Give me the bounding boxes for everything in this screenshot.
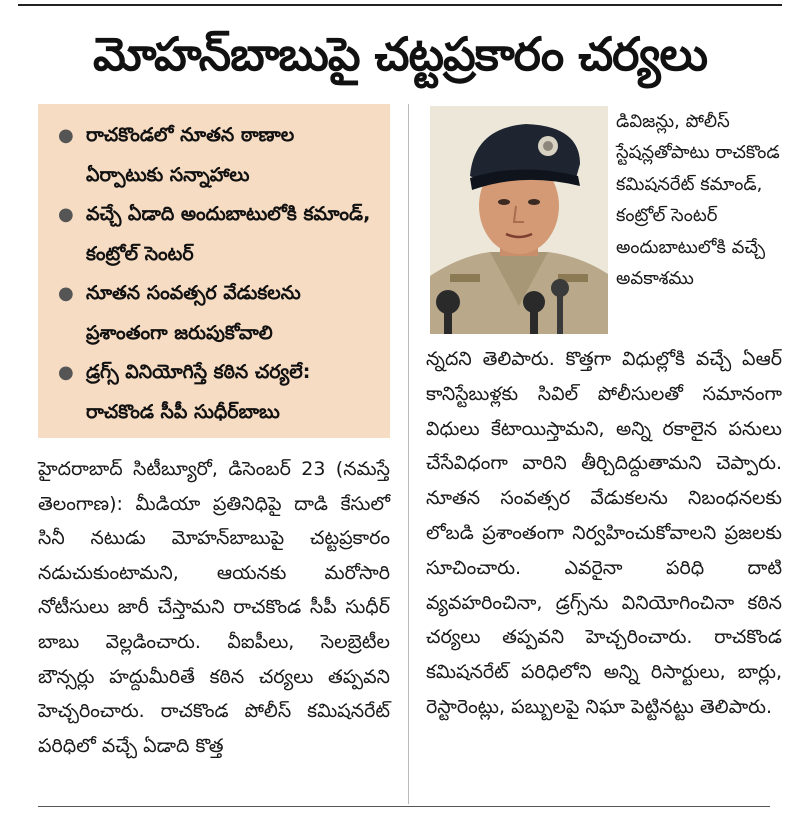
bullet-icon: ●: [58, 362, 74, 383]
bottom-rule: [38, 806, 770, 807]
column-divider: [408, 104, 409, 804]
bullet-icon: ●: [58, 204, 74, 225]
highlight-item: [52, 274, 376, 353]
officer-portrait-image: [430, 106, 608, 334]
highlight-item: [52, 353, 376, 432]
highlight-text: వచ్చే ఏడాది అందుబాటులోకి కమాండ్, కంట్రోల్ సెంటర్: [86, 203, 371, 265]
highlights-list: [52, 116, 376, 432]
highlight-text: డ్రగ్స్ వినియోగిస్తే కఠిన చర్యలే: రాచకొండ సీపీ సుధీర్‌బాబు: [86, 361, 311, 423]
headline: మోహన్‌బాబుపై చట్టప్రకారం చర్యలు: [92, 27, 708, 81]
officer-photo: [430, 106, 608, 334]
top-rule: [18, 4, 782, 6]
bullet-icon: ●: [58, 125, 74, 146]
highlights-box: [38, 104, 390, 438]
bullet-icon: ●: [58, 283, 74, 304]
article-body-right-top: డివిజన్లు, పోలీస్ స్టేషన్లతోపాటు రాచకొండ కమిషనరేట్ కమాండ్, కంట్రోల్ సెంటర్ అందుబాటులోకి వచ్చే అవకాశము: [616, 111, 780, 290]
highlight-item: [52, 195, 376, 274]
highlight-text: నూతన సంవత్సర వేడుకలను ప్రశాంతంగా జరుపుకోవాలి: [86, 282, 301, 344]
highlight-item: [52, 116, 376, 195]
highlight-text: రాచకొండలో నూతన ఠాణాల ఏర్పాటుకు సన్నాహాలు: [86, 124, 295, 186]
article-body-right-bottom: న్నదని తెలిపారు. కొత్తగా విధుల్లోకి వచ్చే ఏఆర్ కానిస్టేబుళ్లకు సివిల్ పోలీసులతో సమానంగా విధులు కేటాయిస్తామని, అన్ని రకాలైన పనులు చేసేవిధంగా వారిని తీర్చిదిద్దుతామని చెప్పారు. నూతన సంవత్సర వేడుకలను నిబంధనలకు లోబడి ప్రశాంతంగా నిర్వహించుకోవాలని ప్రజలకు సూచించారు. ఎవరైనా పరిధి దాటి వ్యవహరించినా, డ్రగ్స్‌ను వినియోగించినా కఠిన చర్యలు తప్పవని హెచ్చరించారు. రాచకొండ కమిషనరేట్ పరిధిలోని అన్ని రిసార్టులు, బార్లు, రెస్టారెంట్లు, పబ్బులపై నిఘా పెట్టినట్టు తెలిపారు.: [426, 348, 782, 718]
article-body-left: హైదరాబాద్ సిటీబ్యూరో, డిసెంబర్ 23 (నమస్తే తెలంగాణ): మీడియా ప్రతినిధిపై దాడి కేసులో సినీ నటుడు మోహన్‌బాబుపై చట్టప్రకారం నడుచుకుంటామని, ఆయనకు మరోసారి నోటీసులు జారీ చేస్తామని రాచకొండ సీపీ సుధీర్ బాబు వెల్లడించారు. వీఐపీలు, సెలబ్రెటీల బౌన్సర్లు హద్దుమీరితే కఠిన చర్యలు తప్పవని హెచ్చరించారు. రాచకొండ పోలీస్ కమిషనరేట్ పరిధిలో వచ్చే ఏడాది కొత్త: [38, 458, 390, 757]
